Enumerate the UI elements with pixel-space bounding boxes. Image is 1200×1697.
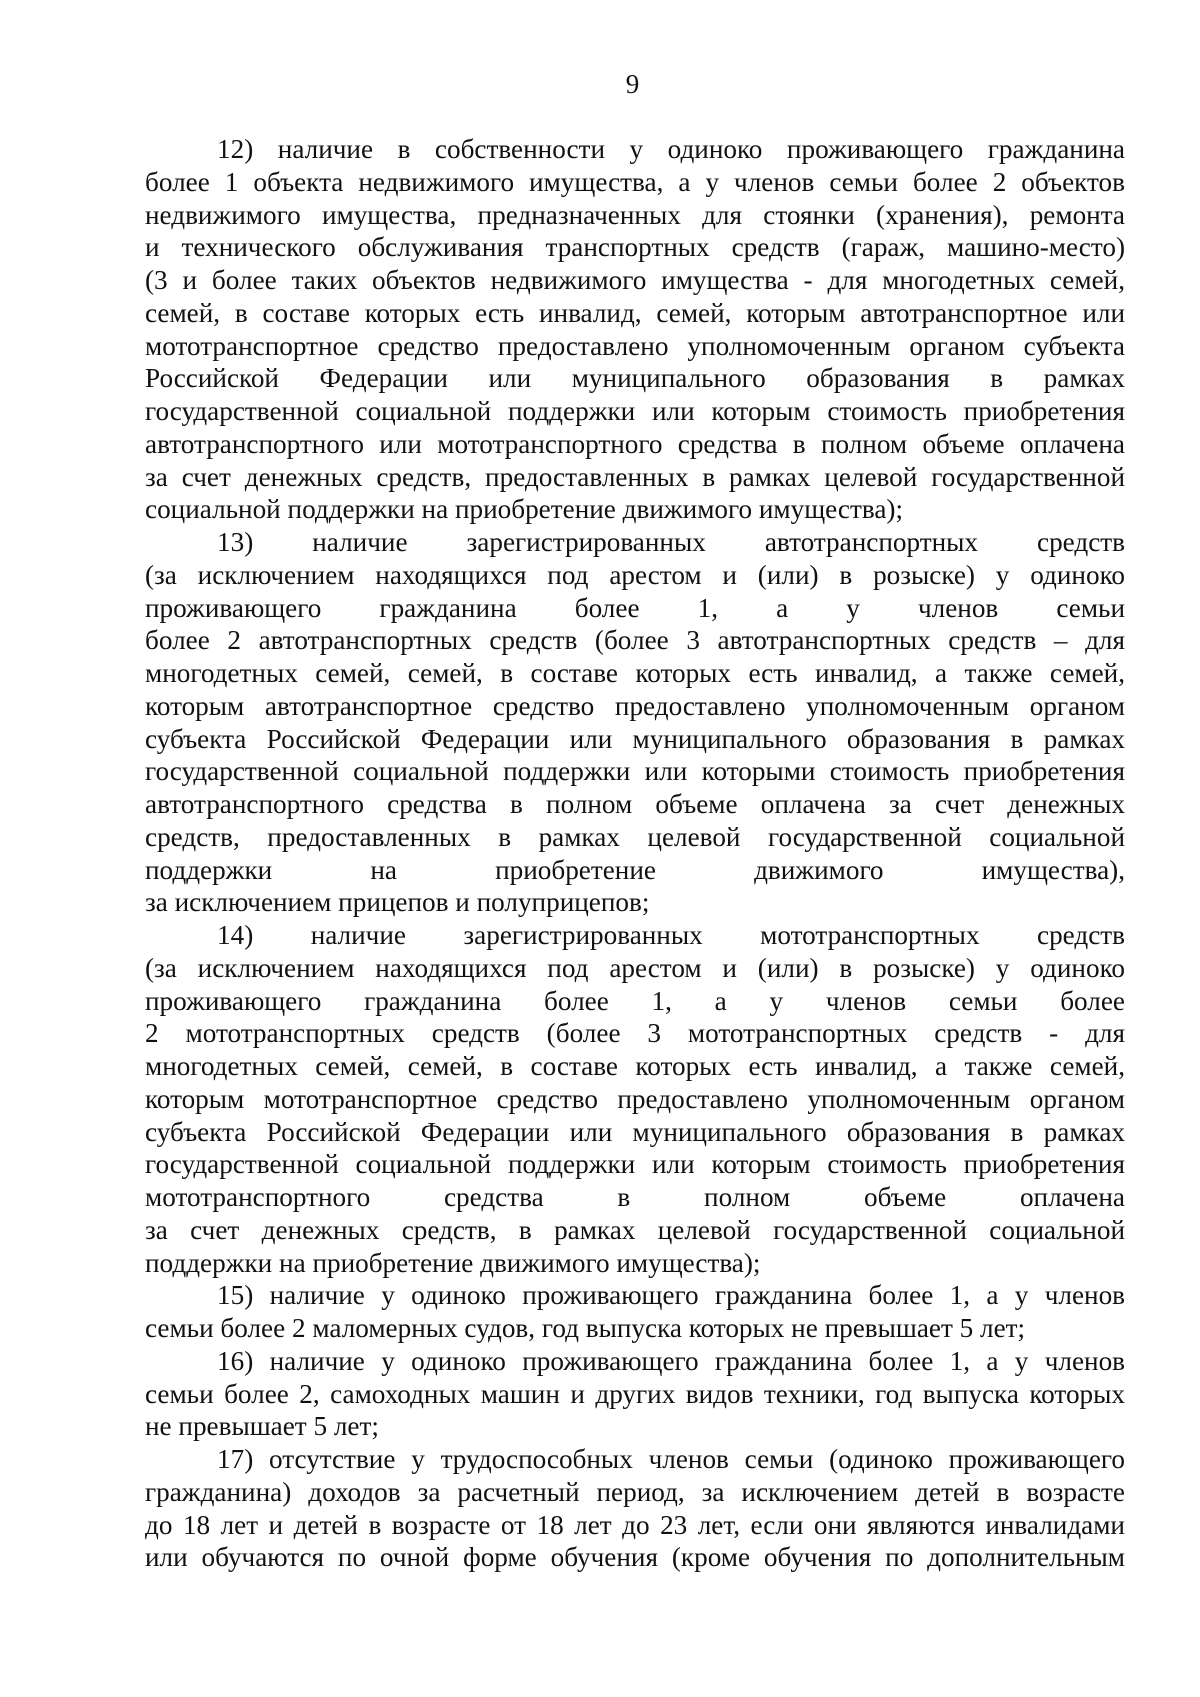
document-body <box>145 133 1125 1574</box>
paragraph-item-12 <box>145 133 1125 526</box>
text-line: 15) наличие у одиноко проживающего гражданина более 1, а у членов <box>217 1280 1125 1311</box>
text-line: за счет денежных средств, в рамках целевой государственной социальной <box>145 1214 1125 1245</box>
paragraph-item-16 <box>145 1345 1125 1443</box>
text-line: или обучаются по очной форме обучения (кроме обучения по дополнительным <box>145 1542 1125 1573</box>
text-line: (3 и более таких объектов недвижимого имущества - для многодетных семей, <box>145 265 1125 295</box>
text-line: субъекта Российской Федерации или муниципального образования в рамках <box>145 723 1125 754</box>
paragraph-item-17 <box>145 1443 1125 1574</box>
text-line: семей, в составе которых есть инвалид, семей, которым автотранспортное или <box>145 297 1125 328</box>
text-line: средств, предоставленных в рамках целевой государственной социальной <box>145 821 1125 852</box>
text-line: которым мототранспортное средство предоставлено уполномоченным органом <box>145 1083 1125 1114</box>
text-line: за исключением прицепов и полуприцепов; <box>145 887 650 918</box>
paragraph-item-14 <box>145 919 1125 1279</box>
text-line: недвижимого имущества, предназначенных для стоянки (хранения), ремонта <box>145 199 1125 230</box>
text-line: 17) отсутствие у трудоспособных членов семьи (одиноко проживающего <box>217 1444 1125 1474</box>
text-line: не превышает 5 лет; <box>145 1411 379 1442</box>
text-line: субъекта Российской Федерации или муниципального образования в рамках <box>145 1116 1125 1147</box>
text-line: многодетных семей, семей, в составе которых есть инвалид, а также семей, <box>145 1051 1125 1081</box>
text-line: (за исключением находящихся под арестом и (или) в розыске) у одиноко <box>145 952 1125 983</box>
text-line: проживающего гражданина более 1, а у членов семьи более <box>145 985 1125 1016</box>
text-line: государственной социальной поддержки или которыми стоимость приобретения <box>145 756 1125 787</box>
text-line: гражданина) доходов за расчетный период, за исключением детей в возрасте <box>145 1476 1125 1507</box>
text-line: 16) наличие у одиноко проживающего гражданина более 1, а у членов <box>217 1345 1125 1376</box>
text-line: семьи более 2, самоходных машин и других видов техники, год выпуска которых <box>145 1378 1125 1409</box>
page-number: 9 <box>625 69 640 99</box>
text-line: (за исключением находящихся под арестом и (или) в розыске) у одиноко <box>145 559 1125 590</box>
text-line: и технического обслуживания транспортных средств (гараж, машино-место) <box>145 232 1125 263</box>
text-line: 14) наличие зарегистрированных мототранспортных средств <box>217 920 1125 950</box>
text-line: проживающего гражданина более 1, а у членов семьи <box>145 592 1125 623</box>
text-line: социальной поддержки на приобретение движимого имущества); <box>145 494 903 525</box>
text-line: многодетных семей, семей, в составе которых есть инвалид, а также семей, <box>145 658 1125 688</box>
text-line: до 18 лет и детей в возрасте от 18 лет до 23 лет, если они являются инвалидами <box>145 1509 1125 1540</box>
text-line: поддержки на приобретение движимого имущества), <box>145 854 1125 885</box>
text-line: мототранспортное средство предоставлено уполномоченным органом субъекта <box>145 330 1125 361</box>
text-line: семьи более 2 маломерных судов, год выпуска которых не превышает 5 лет; <box>145 1313 1026 1343</box>
text-line: поддержки на приобретение движимого имущества); <box>145 1247 761 1278</box>
paragraph-item-13 <box>145 526 1125 919</box>
text-line: которым автотранспортное средство предоставлено уполномоченным органом <box>145 690 1125 721</box>
text-line: автотранспортного средства в полном объеме оплачена за счет денежных <box>145 789 1125 819</box>
text-line: 12) наличие в собственности у одиноко проживающего гражданина <box>217 134 1125 164</box>
text-line: более 2 автотранспортных средств (более 3 автотранспортных средств – для <box>145 625 1125 656</box>
text-line: мототранспортного средства в полном объеме оплачена <box>145 1182 1125 1212</box>
text-line: 2 мототранспортных средств (более 3 мототранспортных средств - для <box>145 1018 1125 1049</box>
text-line: государственной социальной поддержки или которым стоимость приобретения <box>145 1149 1125 1180</box>
text-line: за счет денежных средств, предоставленных в рамках целевой государственной <box>145 461 1125 492</box>
text-line: автотранспортного или мототранспортного средства в полном объеме оплачена <box>145 428 1125 459</box>
text-line: 13) наличие зарегистрированных автотранспортных средств <box>217 527 1125 557</box>
text-line: более 1 объекта недвижимого имущества, а у членов семьи более 2 объектов <box>145 166 1125 197</box>
text-line: Российской Федерации или муниципального образования в рамках <box>145 363 1125 394</box>
paragraph-item-15 <box>145 1279 1125 1345</box>
text-line: государственной социальной поддержки или которым стоимость приобретения <box>145 396 1125 426</box>
